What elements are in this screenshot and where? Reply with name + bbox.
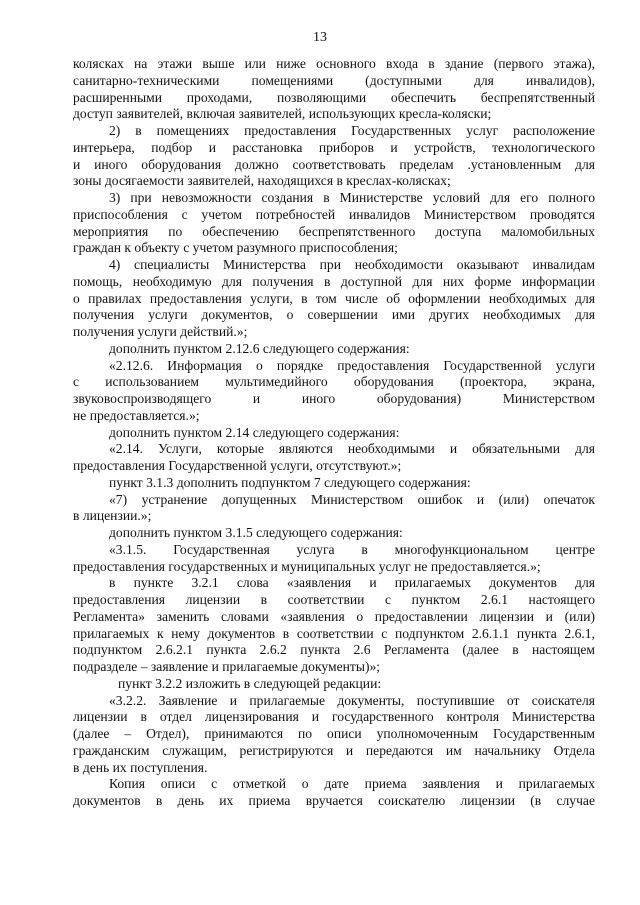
page-number: 13: [313, 30, 327, 45]
document-body: [73, 56, 595, 810]
text-line: и иного оборудования должно соответствовать пределам .установленным для: [73, 156, 595, 172]
text-line: в пункте 3.2.1 слова «заявления и прилагаемых документов для: [109, 575, 595, 591]
text-line: лицензии в отдел лицензирования и государственного контроля Министерства: [73, 709, 595, 725]
text-line: помощь, необходимую для получения в доступной для них форме информации: [73, 273, 595, 289]
text-line: о правилах предоставления услуги, в том числе об оформлении необходимых для: [73, 290, 595, 306]
text-line: 3) при невозможности создания в Министерстве условий для его полного: [109, 190, 595, 205]
text-line: колясках на этажи выше или ниже основного входа в здание (первого этажа),: [73, 56, 595, 71]
text-line: дополнить пунктом 3.1.5 следующего содержания:: [109, 525, 403, 540]
text-line: получения услуги документов, о совершении ими других необходимых для: [73, 307, 595, 323]
text-line: с использованием мультимедийного оборудования (проектора, экрана,: [73, 374, 595, 390]
text-line: прилагаемых к нему документов в соответствии с подпунктом 2.6.1.1 пункта 2.6.1,: [73, 625, 595, 641]
text-line: подпунктом 2.6.2.1 пункта 2.6.2 пункта 2.6 Регламента (далее в настоящем: [73, 642, 595, 658]
text-line: доступ заявителей, включая заявителей, использующих кресла-коляски;: [73, 106, 492, 122]
text-line: предоставления государственных и муниципальных услуг не предоставляется.»;: [73, 558, 541, 574]
text-line: звуковоспроизводящего и иного оборудования) Министерством: [73, 391, 595, 406]
text-line: «3.1.5. Государственная услуга в многофункциональном центре: [109, 541, 595, 557]
text-line: 4) специалисты Министерства при необходимости оказывают инвалидам: [109, 257, 595, 272]
text-line: дополнить пунктом 2.12.6 следующего содержания:: [109, 340, 410, 356]
text-line: расширенными проходами, позволяющими обеспечить беспрепятственный: [73, 89, 595, 105]
text-line: предоставления Государственной услуги, отсутствуют.»;: [73, 458, 402, 473]
text-line: санитарно-техническими помещениями (доступными для инвалидов),: [73, 72, 595, 88]
text-line: пункт 3.2.2 изложить в следующей редакции:: [118, 675, 382, 691]
text-line: приспособления с учетом потребностей инвалидов Министерством проводятся: [73, 206, 595, 222]
text-line: гражданским служащим, регистрируются и передаются им начальнику Отдела: [73, 742, 595, 758]
text-line: Копия описи с отметкой о дате приема заявления и прилагаемых: [109, 776, 595, 792]
text-line: (далее – Отдел), принимаются по описи уполномоченным Государственным: [73, 726, 595, 741]
text-line: 2) в помещениях предоставления Государственных услуг расположение: [109, 123, 595, 138]
text-line: «7) устранение допущенных Министерством ошибок и (или) опечаток: [109, 491, 595, 507]
text-line: получения услуги действий.»;: [73, 324, 248, 339]
text-line: «2.12.6. Информация о порядке предоставления Государственной услуги: [109, 357, 595, 373]
text-line: «3.2.2. Заявление и прилагаемые документы, поступившие от соискателя: [109, 692, 595, 708]
text-line: в день их поступления.: [73, 759, 208, 775]
text-line: «2.14. Услуги, которые являются необходимыми и обязательными для: [109, 441, 595, 457]
text-line: интерьера, подбор и расстановка приборов и устройств, технологического: [73, 139, 595, 155]
text-line: в лицензии.»;: [73, 508, 152, 524]
text-line: не предоставляется.»;: [73, 407, 200, 423]
text-line: зоны досягаемости заявителей, находящихся в креслах-колясках;: [73, 173, 451, 189]
text-line: предоставления лицензии в соответствии с пунктом 2.6.1 настоящего: [73, 592, 595, 607]
text-line: пункт 3.1.3 дополнить подпунктом 7 следующего содержания:: [109, 474, 471, 490]
text-line: Регламента» заменить словами «заявления о предоставлении лицензии и (или): [73, 608, 595, 624]
text-line: граждан к объекту с учетом разумного приспособления;: [73, 240, 398, 256]
text-line: документов в день их приема вручается соискателю лицензии (в случае: [73, 793, 595, 808]
text-line: мероприятия по обеспечению беспрепятственного доступа маломобильных: [73, 223, 595, 239]
text-line: подразделе – заявление и прилагаемые документы)»;: [73, 659, 381, 674]
text-line: дополнить пунктом 2.14 следующего содержания:: [109, 424, 400, 440]
